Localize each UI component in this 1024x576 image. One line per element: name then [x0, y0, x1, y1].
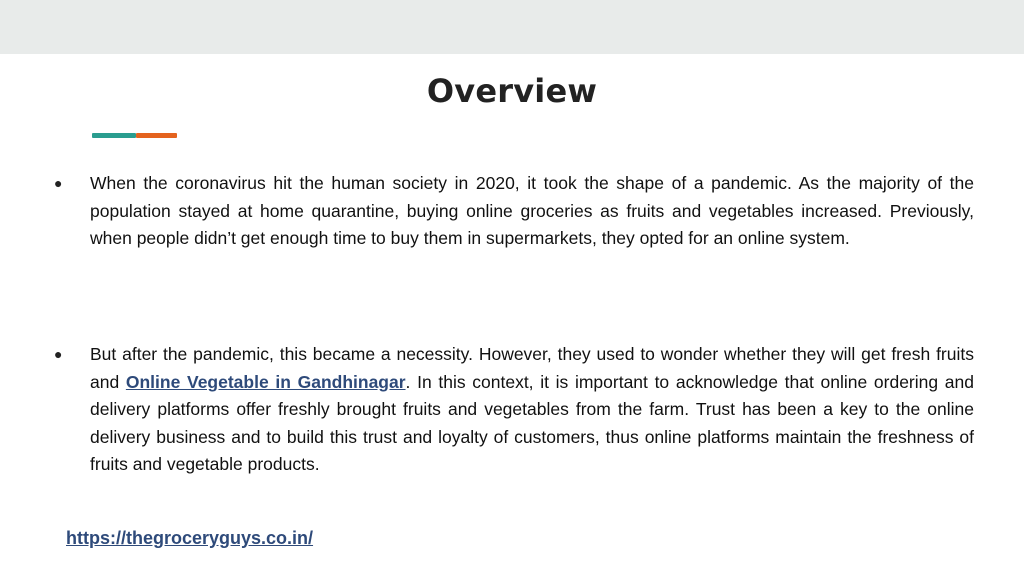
page-title: Overview: [426, 72, 598, 110]
footer-url-link[interactable]: https://thegroceryguys.co.in/: [66, 528, 314, 548]
bullet-text-before: But after the pandemic, this became a necessity. However, they used to wonder whether they will get fresh fruits and: [90, 344, 974, 392]
top-band: [0, 0, 1024, 54]
online-vegetable-link[interactable]: Online Vegetable in Gandhinagar: [125, 371, 406, 392]
bullet-dot-icon: ●: [54, 346, 63, 362]
bullet-text: [90, 341, 974, 479]
bullet-item: [54, 170, 974, 253]
bullet-item: [54, 341, 974, 479]
bullet-dot-icon: ●: [54, 175, 63, 191]
accent-bar-teal: [92, 133, 136, 138]
bullet-text-after: . In this context, it is important to acknowledge that online ordering and delivery platforms offer freshly brought fruits and vegetables from the farm. Trust has been a key to the online delivery business and to build this trust and loyalty of customers, thus online platforms maintain the freshness of fruits and vegetable products.: [90, 371, 974, 474]
accent-bar-orange: [136, 133, 177, 138]
bullet-text: When the coronavirus hit the human society in 2020, it took the shape of a pandemic. As the majority of the population stayed at home quarantine, buying online groceries as fruits and vegetables increased. Previously, when people didn’t get enough time to buy them in supermarkets, they opted for an online system.: [90, 173, 974, 248]
